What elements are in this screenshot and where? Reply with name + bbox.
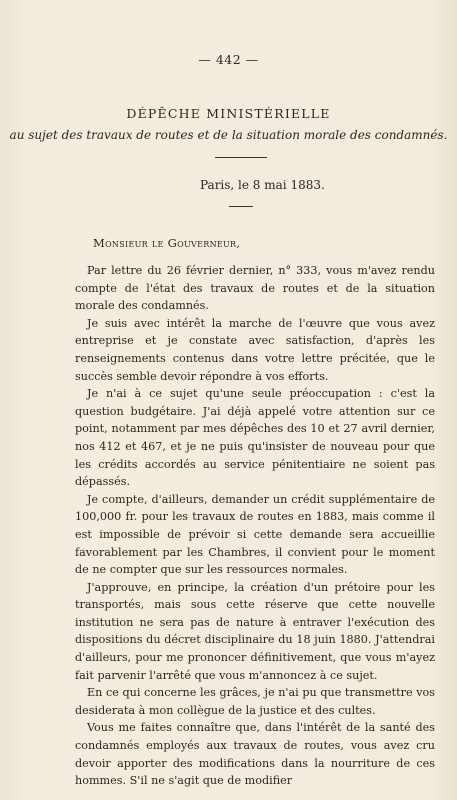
- paragraph: Je n'ai à ce sujet qu'une seule préoccupation : c'est la question budgétaire. J'ai déjà appelé votre attention sur ce point, notamment par mes dépêches des 10 et 27 avril dernier, nos 412 et 467, et je ne puis qu'insister de nouveau pour que les crédits accordés au service pénitentiaire ne soient pas dépassés.: [75, 387, 435, 489]
- letter-body: [75, 262, 435, 790]
- document-title: DÉPÊCHE MINISTÉRIELLE: [126, 106, 331, 121]
- paragraph: Je compte, d'ailleurs, demander un crédit supplémentaire de 100,000 fr. pour les travaux de routes en 1883, mais comme il est impossible de prévoir si cette demande sera accueillie favorablement par les Chambres, il convient pour le moment de ne compter que sur les ressources normales.: [75, 492, 435, 577]
- title-divider: [215, 157, 267, 158]
- paragraph: Par lettre du 26 février dernier, n° 333, vous m'avez rendu compte de l'état des travaux de routes et de la situation morale des condamnés.: [75, 264, 435, 313]
- dateline: Paris, le 8 mai 1883.: [200, 178, 325, 192]
- page-number: — 442 —: [198, 52, 259, 67]
- dateline-divider: [229, 206, 253, 207]
- paragraph: En ce qui concerne les grâces, je n'ai pu que transmettre vos desiderata à mon collègue de la justice et des cultes.: [75, 686, 435, 717]
- document-subtitle: au sujet des travaux de routes et de la situation morale des condamnés.: [9, 128, 448, 142]
- paragraph: Vous me faites connaître que, dans l'intérêt de la santé des condamnés employés aux travaux de routes, vous avez cru devoir apporter des modifications dans la nourriture de ces hommes. S'il ne s'agit que de modifier: [75, 721, 435, 788]
- paragraph: J'approuve, en principe, la création d'un prétoire pour les transportés, mais sous cette réserve que cette nouvelle institution ne sera pas de nature à entraver l'exécution des dispositions du décret disciplinaire du 18 juin 1880. J'attendrai d'ailleurs, pour me prononcer définitivement, que vous m'ayez fait parvenir l'arrêté que vous m'annoncez à ce sujet.: [75, 580, 435, 682]
- paragraph: Je suis avec intérêt la marche de l'œuvre que vous avez entreprise et je constate avec satisfaction, d'après les renseignements contenus dans votre lettre précitée, que le succès semble devoir répondre à vos efforts.: [75, 316, 435, 383]
- salutation: Monsieur le Gouverneur,: [93, 236, 241, 250]
